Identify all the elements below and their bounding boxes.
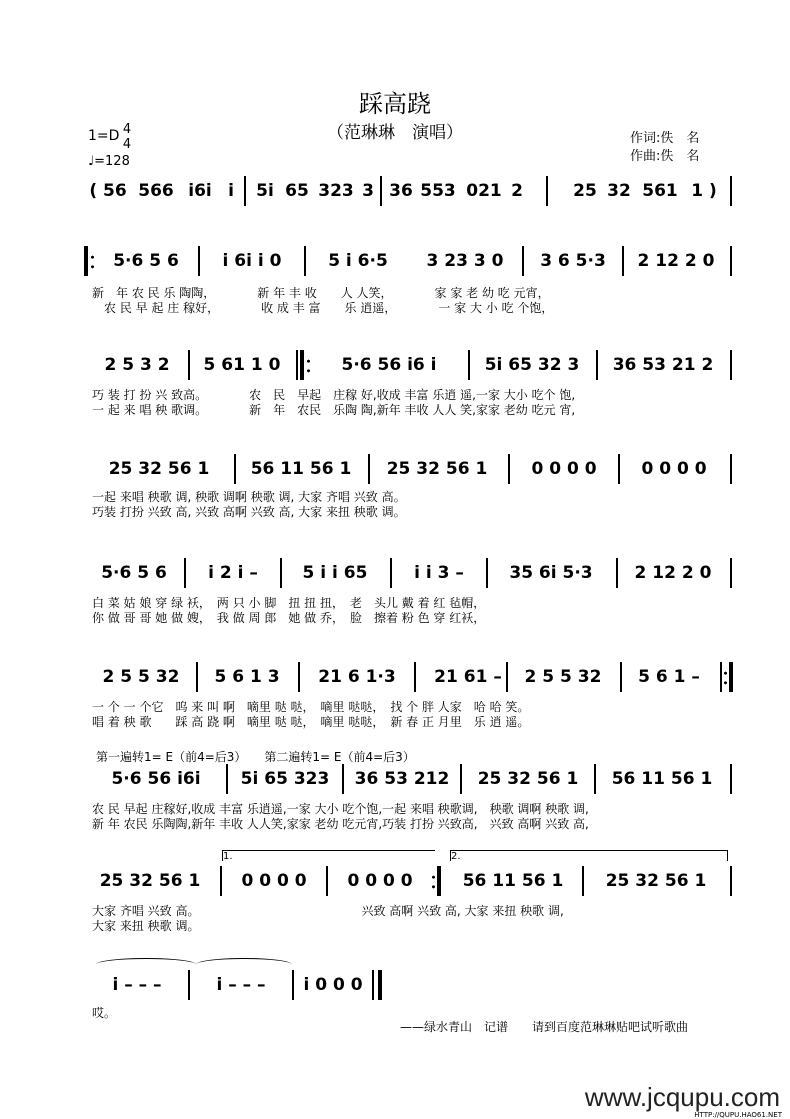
barline bbox=[184, 558, 186, 588]
measure: 5 i 6·5 bbox=[328, 251, 388, 271]
barline bbox=[296, 350, 298, 380]
measure: 25 32 56 1 bbox=[108, 459, 210, 479]
barline bbox=[220, 866, 222, 896]
barline bbox=[368, 454, 370, 484]
lyric-line: 巧 装 打 扮 兴 致高。 农 民 早起 庄稼 好,收成 丰富 乐逍 遥,一家 大小 吃个 饱, bbox=[92, 388, 576, 402]
lyric-line: 巧装 打扮 兴致 高, 兴致 高啊 兴致 高, 大家 来扭 秧歌 调。 bbox=[92, 505, 406, 519]
lyric-line: 一 个 一 个它 呜 来 叫 啊 嘀里 哒 哒， 嘀里 哒哒， 找 个 胖 人家 哈 哈 笑。 bbox=[92, 700, 530, 714]
measure: i i 3 – bbox=[414, 563, 464, 583]
lyric-line: 农 民 早 起 庄 稼好， 收 成 丰 富 乐 逍遥， 一 家 大 小 吃 个饱， bbox=[92, 301, 554, 315]
composer: 作曲:佚 名 bbox=[630, 149, 700, 164]
barline bbox=[390, 558, 392, 588]
repeat-dots bbox=[724, 670, 727, 686]
note-group: 25 bbox=[573, 181, 597, 201]
barline bbox=[298, 662, 300, 692]
measure: 0 0 0 0 bbox=[641, 459, 707, 479]
barline bbox=[196, 662, 198, 692]
measure: 5·6 56 i6i bbox=[111, 769, 201, 789]
barline bbox=[730, 246, 732, 276]
lyric-line: 唱 着 秧 歌 踩 高 跷 啊 嘀里 哒 哒， 嘀里 哒哒， 新 春 正 月里 乐 逍 遥。 bbox=[92, 715, 530, 729]
barline bbox=[730, 454, 732, 484]
repeat-dots bbox=[91, 254, 94, 270]
final-barline-thick bbox=[378, 970, 382, 1000]
barline bbox=[486, 558, 488, 588]
barline bbox=[720, 662, 722, 692]
note-group: 5i bbox=[256, 181, 274, 201]
measure: i 0 0 0 bbox=[303, 975, 363, 995]
time-signature: 4 4 bbox=[122, 122, 132, 152]
measure: 2 5 5 32 bbox=[524, 667, 602, 687]
note-group: 021 bbox=[466, 181, 502, 201]
measure: 0 0 0 0 bbox=[241, 871, 307, 891]
barline bbox=[522, 246, 524, 276]
second-ending-bracket: 2. bbox=[450, 850, 728, 861]
measure: 2 12 2 0 bbox=[637, 251, 715, 271]
note-group: 65 bbox=[285, 181, 309, 201]
repeat-dots bbox=[432, 874, 435, 890]
measure: 5 61 1 0 bbox=[203, 355, 281, 375]
measure: i – – – bbox=[112, 975, 162, 995]
barline bbox=[280, 558, 282, 588]
measure: 2 5 5 32 bbox=[102, 667, 180, 687]
repeat-dots bbox=[307, 358, 310, 374]
repeat-start-barline bbox=[84, 246, 88, 276]
lyric-line: 大家 齐唱 兴致 高。 兴致 高啊 兴致 高, 大家 来扭 秧歌 调, bbox=[92, 904, 564, 918]
note-group: 3 bbox=[362, 181, 374, 201]
score-row bbox=[84, 350, 734, 382]
measure: 3 6 5·3 bbox=[540, 251, 606, 271]
barline bbox=[730, 558, 732, 588]
note-group: ( 56 bbox=[89, 181, 127, 201]
barline bbox=[506, 662, 508, 692]
barline bbox=[622, 246, 624, 276]
barline bbox=[616, 558, 618, 588]
barline bbox=[226, 764, 228, 794]
score-row bbox=[84, 970, 734, 1002]
note-group: 553 bbox=[420, 181, 456, 201]
barline bbox=[468, 350, 470, 380]
tempo-mark: ♩=128 bbox=[88, 154, 130, 169]
lyric-line: 白 菜 姑 娘 穿 绿 袄， 两 只 小 脚 扭 扭 扭， 老 头儿 戴 着 红 毡帽， bbox=[92, 596, 486, 610]
barline bbox=[730, 350, 732, 380]
site-watermark: www.jcqupu.com bbox=[584, 1082, 780, 1112]
site-watermark-small: HTTP://QUPU.HAO61.NET bbox=[694, 1111, 782, 1119]
lyricist: 作词:佚 名 bbox=[630, 131, 700, 146]
transcriber-credit: ——绿水青山 记谱 请到百度范琳琳贴吧试听歌曲 bbox=[400, 1020, 689, 1034]
repeat-start-barline bbox=[300, 350, 304, 380]
measure: 56 11 56 1 bbox=[462, 871, 564, 891]
measure: 0 0 0 0 bbox=[347, 871, 413, 891]
barline bbox=[304, 246, 306, 276]
measure: 0 0 0 0 bbox=[531, 459, 597, 479]
key-signature: 1=D bbox=[88, 128, 120, 144]
barline bbox=[326, 866, 328, 896]
lyric-line: 一起 来唱 秧歌 调, 秧歌 调啊 秧歌 调, 大家 齐唱 兴致 高。 bbox=[92, 490, 406, 504]
barline bbox=[730, 866, 732, 896]
measure: 2 5 3 2 bbox=[104, 355, 170, 375]
barline bbox=[380, 176, 382, 206]
measure: 3 23 3 0 bbox=[426, 251, 504, 271]
measure: 25 32 56 1 bbox=[605, 871, 707, 891]
note-group: 561 bbox=[642, 181, 678, 201]
measure: 5 6 1 3 bbox=[214, 667, 280, 687]
lyric-line: 一 起 来 唱 秧 歌调。 新 年 农民 乐陶 陶,新年 丰收 人人 笑,家家 老幼 吃元 宵, bbox=[92, 403, 576, 417]
measure: 35 6i 5·3 bbox=[509, 563, 593, 583]
barline bbox=[460, 764, 462, 794]
barline bbox=[546, 176, 548, 206]
barline bbox=[234, 454, 236, 484]
note-group: 32 bbox=[607, 181, 631, 201]
measure: 5i 65 323 bbox=[240, 769, 330, 789]
note-group: 2 bbox=[511, 181, 523, 201]
score-row bbox=[84, 246, 734, 278]
measure: 5·6 56 i6 i bbox=[341, 355, 437, 375]
score-row bbox=[84, 764, 734, 796]
measure: 5·6 5 6 bbox=[113, 251, 179, 271]
barline bbox=[620, 662, 622, 692]
barline bbox=[582, 866, 584, 896]
measure: 25 32 56 1 bbox=[99, 871, 201, 891]
first-ending-bracket: 1. bbox=[222, 850, 435, 861]
barline bbox=[292, 970, 294, 1000]
note-group: 1 ) bbox=[691, 181, 717, 201]
barline bbox=[594, 764, 596, 794]
barline bbox=[596, 350, 598, 380]
measure: 21 61 – bbox=[434, 667, 502, 687]
barline bbox=[198, 246, 200, 276]
score-row bbox=[84, 176, 734, 208]
note-group: 323 bbox=[318, 181, 354, 201]
score-row bbox=[84, 454, 734, 486]
measure: 5 i i 65 bbox=[302, 563, 368, 583]
barline bbox=[342, 764, 344, 794]
measure: 25 32 56 1 bbox=[386, 459, 488, 479]
measure: 56 11 56 1 bbox=[611, 769, 713, 789]
final-barline-thin bbox=[372, 970, 374, 1000]
barline bbox=[188, 350, 190, 380]
measure: 36 53 212 bbox=[354, 769, 450, 789]
measure: 21 6 1·3 bbox=[318, 667, 396, 687]
lyric-line: 农 民 早起 庄稼好,收成 丰富 乐逍遥,一家 大小 吃个饱,一起 来唱 秧歌调, 秧歌 调啊 秧歌 调, bbox=[92, 802, 589, 816]
score-row bbox=[84, 866, 734, 898]
note-group: i6i bbox=[188, 181, 212, 201]
measure: 36 53 21 2 bbox=[612, 355, 714, 375]
score-row bbox=[84, 662, 734, 694]
measure: i 6i i 0 bbox=[222, 251, 282, 271]
barline bbox=[730, 764, 732, 794]
measure: i – – – bbox=[216, 975, 266, 995]
score-row bbox=[84, 558, 734, 590]
barline bbox=[618, 454, 620, 484]
note-group: 566 bbox=[138, 181, 174, 201]
song-title: 踩高跷 bbox=[359, 90, 431, 118]
measure: 5i 65 32 3 bbox=[484, 355, 580, 375]
lyric-line: 大家 来扭 秧歌 调。 bbox=[92, 919, 200, 933]
lyric-line: 新 年 农 民 乐 陶陶， 新 年 丰 收 人 人笑， 家 家 老 幼 吃 元宵， bbox=[92, 286, 550, 300]
singer-credit: （范琳琳 演唱） bbox=[327, 123, 463, 143]
note-group: 36 bbox=[389, 181, 413, 201]
lyric-line: 你 做 哥 哥 她 做 嫂， 我 做 周 郎 她 做 乔， 脸 擦着 粉 色 穿 红袄， bbox=[92, 611, 486, 625]
modulation-note: 第一遍转1= E（前4=后3） 第二遍转1= E（前4=后3） bbox=[96, 750, 415, 764]
barline bbox=[414, 662, 416, 692]
lyric-line: 新 年 农民 乐陶陶,新年 丰收 人人笑,家家 老幼 吃元宵,巧装 打扮 兴致高, 兴致 高啊 兴致 高, bbox=[92, 817, 589, 831]
measure: 5·6 5 6 bbox=[101, 563, 167, 583]
measure: 25 32 56 1 bbox=[477, 769, 579, 789]
barline bbox=[244, 176, 246, 206]
barline bbox=[508, 454, 510, 484]
lyric-line: 哎。 bbox=[92, 1006, 117, 1020]
barline bbox=[188, 970, 190, 1000]
repeat-end-barline bbox=[729, 662, 733, 692]
measure: 5 6 1 – bbox=[638, 667, 700, 687]
measure: i 2 i – bbox=[208, 563, 258, 583]
measure: 56 11 56 1 bbox=[250, 459, 352, 479]
measure: 2 12 2 0 bbox=[634, 563, 712, 583]
barline bbox=[730, 176, 732, 206]
repeat-end-barline bbox=[437, 866, 441, 896]
note-group: i bbox=[228, 181, 234, 201]
